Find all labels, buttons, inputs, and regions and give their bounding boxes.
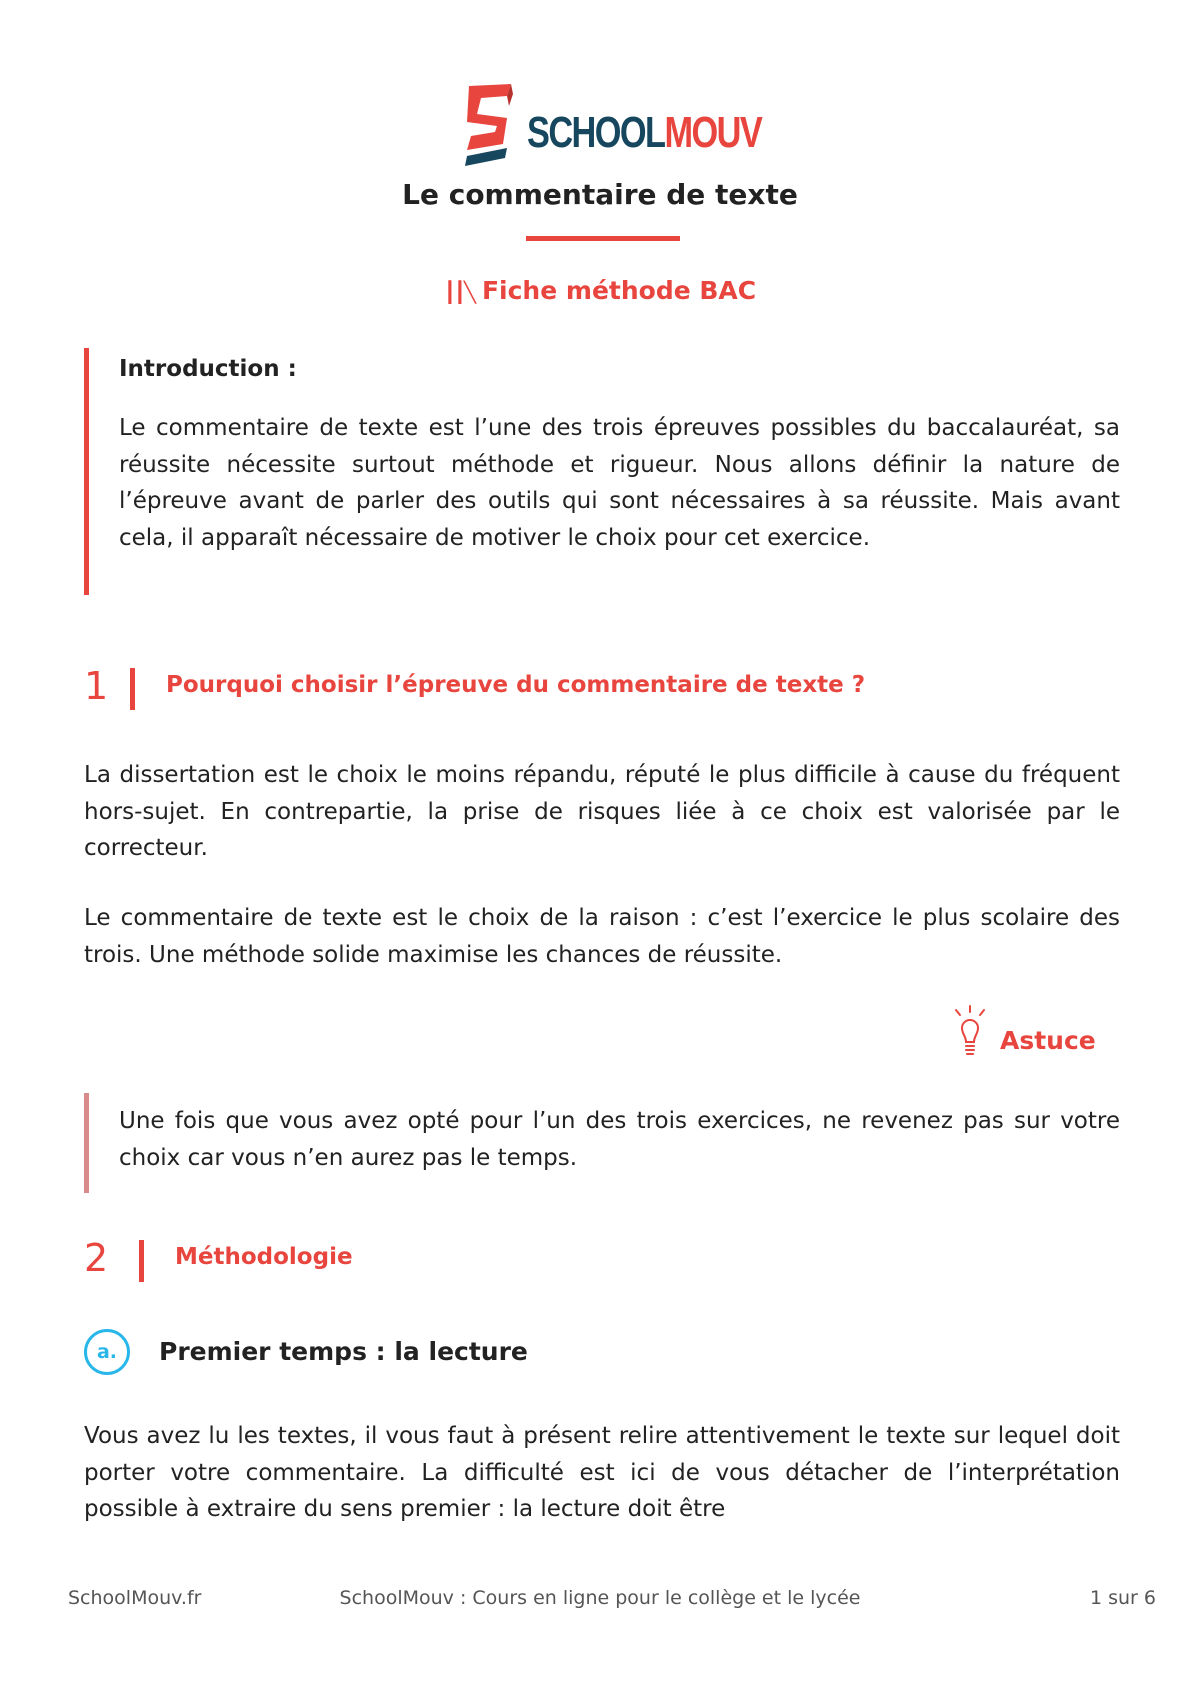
substep-heading <box>84 1329 684 1381</box>
title-divider <box>526 236 680 241</box>
quote-bar <box>84 348 89 595</box>
section-2-paragraph: Vous avez lu les textes, il vous faut à présent relire attentivement le texte sur lequel doit porter votre commentaire. La difficulté est ici de vous détacher de l’interprétation possible à extraire du sens premier : la lecture doit être <box>84 1423 1120 1522</box>
section-divider <box>130 668 135 710</box>
subtitle-text: Fiche méthode BAC <box>481 276 757 305</box>
tip-box <box>84 1093 1120 1193</box>
section-1-paragraph-1: La dissertation est le choix le moins répandu, réputé le plus difficile à cause du fréquent hors-sujet. En contrepartie, la prise de risques liée à ce choix est valorisée par le correcteur. <box>84 762 1120 861</box>
page-footer <box>0 1587 1200 1617</box>
section-title: Pourquoi choisir l’épreuve du commentaire de texte ? <box>166 672 866 698</box>
schoolmouv-logo <box>463 84 762 174</box>
lightbulb-icon <box>950 1004 990 1064</box>
section-1-heading <box>84 664 1120 714</box>
section-2-heading <box>84 1236 684 1286</box>
library-books-icon: ┃┃╲ <box>443 280 474 304</box>
section-2-paragraph-wrapper <box>84 1418 1120 1530</box>
section-1-paragraph-2: Le commentaire de texte est le choix de la raison : c’est l’exercice le plus scolaire des trois. Une méthode solide maximise les chances de réussite. <box>84 905 1120 968</box>
footer-tagline: SchoolMouv : Cours en ligne pour le collège et le lycée <box>339 1587 861 1609</box>
tip-text: Une fois que vous avez opté pour l’un des trois exercices, ne revenez pas sur votre choix car vous n’en aurez pas le temps. <box>119 1108 1120 1171</box>
introduction-heading: Introduction : <box>119 356 297 382</box>
logo-wordmark: SCHOOLMOUV <box>527 108 762 157</box>
introduction-text: Le commentaire de texte est l’une des trois épreuves possibles du baccalauréat, sa réussite nécessite surtout méthode et rigueur. Nous allons définir la nature de l’épreuve avant de parler des outils qui sont nécessaires à sa réussite. Mais avant cela, il apparaît nécessaire de motiver le choix pour cet exercice. <box>119 415 1120 551</box>
tip-label <box>950 1004 1120 1064</box>
document-title: Le commentaire de texte <box>402 178 798 211</box>
footer-site: SchoolMouv.fr <box>68 1587 202 1609</box>
introduction-box <box>84 348 1120 595</box>
tip-title: Astuce <box>1000 1026 1096 1055</box>
section-divider <box>139 1240 144 1282</box>
document-subtitle <box>0 276 1200 305</box>
schoolmouv-s-icon <box>463 84 515 170</box>
substep-title: Premier temps : la lecture <box>159 1337 528 1366</box>
section-number: 1 <box>84 664 109 708</box>
section-title: Méthodologie <box>175 1244 353 1270</box>
quote-bar <box>84 1093 89 1193</box>
step-marker: a. <box>84 1329 130 1375</box>
section-number: 2 <box>84 1236 109 1280</box>
page-number: 1 sur 6 <box>1089 1587 1156 1609</box>
